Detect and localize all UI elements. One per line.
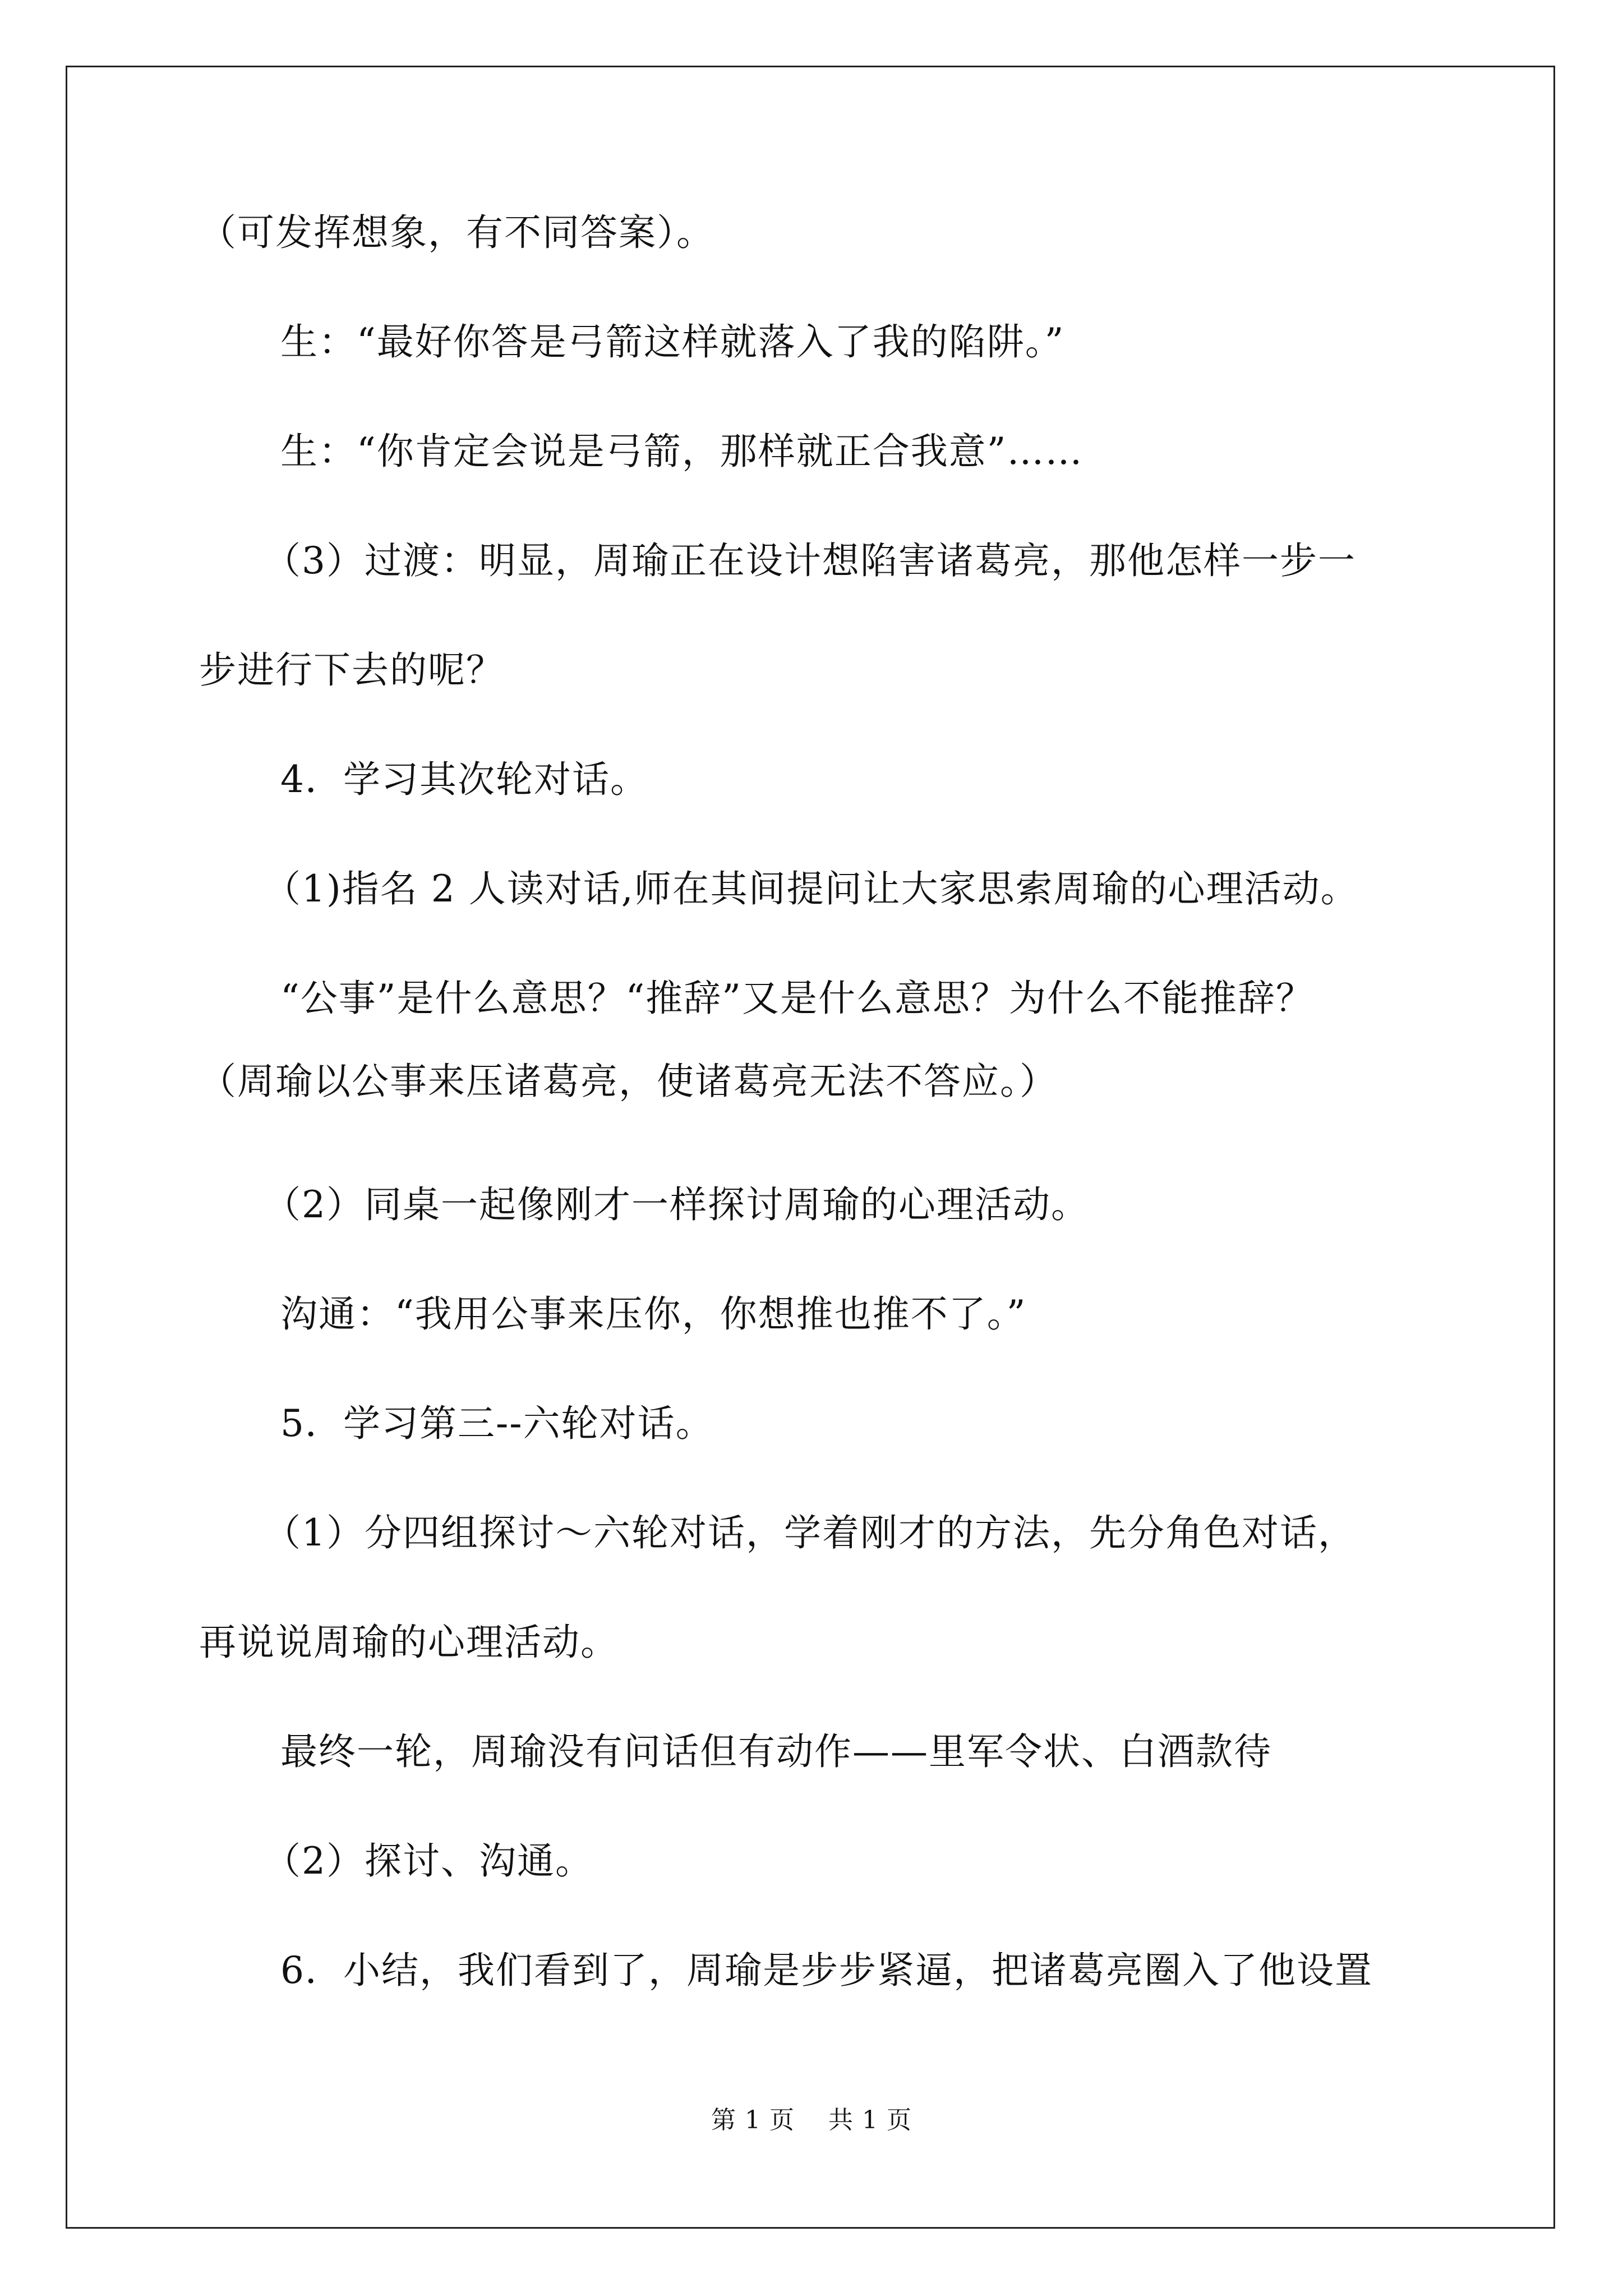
text-line-14: 再说说周瑜的心理活动。 <box>199 1621 619 1664</box>
text-line-3: 生：“你肯定会说是弓箭，那样就正合我意”…… <box>280 430 1083 473</box>
text-line-12: 5．学习第三--六轮对话。 <box>280 1402 714 1445</box>
text-line-17: 6．小结，我们看到了，周瑜是步步紧逼，把诸葛亮圈入了他设置 <box>280 1949 1373 1992</box>
page-number: 第 1 页 <box>711 2106 795 2134</box>
text-line-5: 步进行下去的呢？ <box>199 648 504 692</box>
text-line-4: （3）过渡：明显，周瑜正在设计想陷害诸葛亮，那他怎样一步一 <box>264 539 1356 582</box>
page-total: 共 1 页 <box>828 2106 912 2134</box>
text-line-2: 生：“最好你答是弓箭这样就落入了我的陷阱。” <box>280 320 1065 364</box>
page-border <box>66 66 1555 2229</box>
text-line-6: 4．学习其次轮对话。 <box>280 758 648 801</box>
page-footer <box>0 2106 1623 2135</box>
text-line-10: （2）同桌一起像刚才一样探讨周瑜的心理活动。 <box>264 1183 1089 1226</box>
text-line-9: （周瑜以公事来压诸葛亮，使诸葛亮无法不答应。） <box>199 1060 1058 1103</box>
text-line-16: （2）探讨、沟通。 <box>264 1839 593 1883</box>
text-line-11: 沟通：“我用公事来压你，你想推也推不了。” <box>280 1292 1027 1336</box>
text-line-8: “公事”是什么意思？“推辞”又是什么意思？为什么不能推辞？ <box>280 977 1314 1020</box>
text-line-13: （1）分四组探讨～六轮对话，学着刚才的方法，先分角色对话， <box>264 1511 1356 1554</box>
text-line-15: 最终一轮，周瑜没有问话但有动作——里军令状、白酒款待 <box>280 1730 1272 1773</box>
text-line-1: （可发挥想象，有不同答案）。 <box>199 211 714 254</box>
text-line-7: （1)指名 2 人读对话,师在其间提问让大家思索周瑜的心理活动。 <box>264 867 1359 910</box>
